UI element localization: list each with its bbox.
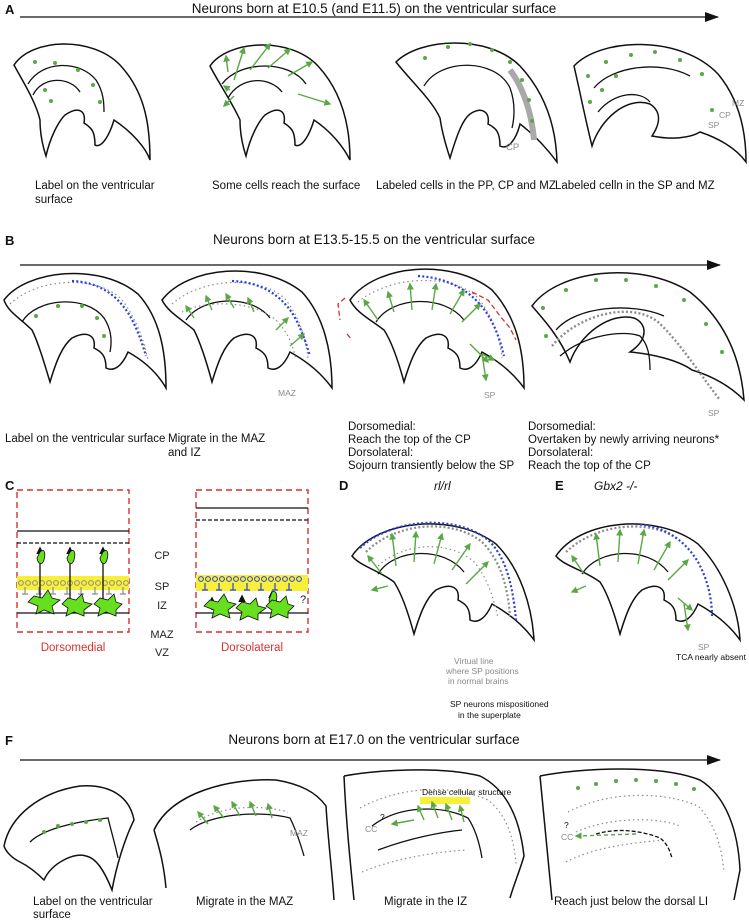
panel-a-title: Neurons born at E10.5 (and E11.5) on the ventricular surface: [191, 1, 557, 16]
caption-b3-l4: Sojourn transiently below the SP: [348, 460, 515, 472]
virtual-line-l1: Virtual line: [454, 656, 494, 666]
panel-d-title: rl/rl: [434, 479, 451, 493]
brain-a2: [210, 44, 350, 160]
caption-b2-l2: and IZ: [168, 447, 201, 459]
brain-f1: [4, 786, 134, 890]
panel-a-letter: A: [5, 2, 15, 17]
caption-f3: Migrate in the IZ: [384, 896, 468, 908]
label-f4-cc: CC: [561, 832, 574, 842]
panel-c: [5, 478, 308, 659]
label-f3-q: ?: [380, 812, 385, 822]
caption-b2-l1: Migrate in the MAZ: [168, 433, 266, 445]
brain-a3: [396, 42, 557, 162]
caption-f1-l2: surface: [33, 909, 71, 921]
panel-d-letter: D: [339, 478, 349, 493]
virtual-line-l2: where SP positions: [446, 666, 519, 676]
label-dorsomedial: Dorsomedial: [40, 642, 106, 654]
caption-a1-l2: surface: [35, 194, 73, 206]
brain-b4: [532, 273, 744, 400]
d-note-l1: SP neurons mispositioned: [450, 699, 549, 709]
caption-a3: Labeled cells in the PP, CP and MZ: [376, 180, 556, 192]
label-b4-sp: SP: [708, 408, 720, 418]
caption-a2: Some cells reach the surface: [212, 180, 361, 192]
caption-f1-l1: Label on the ventricular: [33, 896, 153, 908]
caption-a1-l1: Label on the ventricular: [35, 180, 155, 192]
layer-sp: SP: [154, 581, 170, 593]
panel-f: [4, 732, 740, 921]
caption-b4-l2: Overtaken by newly arriving neurons*: [528, 434, 720, 446]
label-f3-cc: CC: [365, 824, 378, 834]
caption-b1: Label on the ventricular surface: [5, 433, 166, 445]
caption-b3-l1: Dorsomedial:: [348, 421, 416, 433]
panel-c-letter: C: [5, 478, 15, 493]
caption-f2: Migrate in the MAZ: [196, 896, 294, 908]
label-b3-sp: SP: [484, 390, 496, 400]
label-b2-maz: MAZ: [278, 388, 296, 398]
caption-b4-l3: Dorsolateral:: [528, 447, 594, 459]
question-mark-c: ?: [300, 594, 307, 606]
panel-e-title: Gbx2 -/-: [594, 479, 638, 493]
brain-b1: [4, 273, 166, 388]
caption-a4: Labeled celln in the SP and MZ: [555, 180, 715, 192]
layer-vz: VZ: [154, 647, 170, 659]
sp-band-left: [17, 576, 129, 590]
label-a3-cp: CP: [506, 142, 520, 153]
brain-a1: [14, 44, 150, 160]
label-e-sp: SP: [698, 642, 710, 652]
panel-b-letter: B: [5, 233, 15, 248]
brain-b2: [162, 271, 332, 388]
label-f3-dense: Dense cellular structure: [422, 787, 512, 797]
layer-maz: MAZ: [150, 629, 174, 641]
e-note: TCA nearly absent: [676, 652, 746, 662]
caption-b3-l2: Reach the top of the CP: [348, 434, 471, 446]
brain-f2: [154, 780, 334, 900]
panel-b-title: Neurons born at E13.5-15.5 on the ventricular surface: [213, 232, 535, 247]
panel-f-letter: F: [5, 733, 13, 748]
d-note-l2: in the superplate: [458, 710, 521, 720]
label-f2-maz: MAZ: [290, 828, 308, 838]
layer-cp: CP: [154, 550, 170, 562]
label-dorsolateral: Dorsolateral: [221, 642, 283, 654]
label-a4-mz: MZ: [732, 98, 745, 108]
label-a4-cp: CP: [719, 110, 731, 120]
label-f4-q: ?: [564, 820, 569, 830]
label-a4-sp: SP: [708, 120, 720, 130]
dense-band: [420, 797, 470, 804]
layer-iz: IZ: [157, 600, 167, 612]
brain-a4: [574, 44, 746, 162]
panel-f-title: Neurons born at E17.0 on the ventricular surface: [228, 732, 520, 747]
caption-b4-l4: Reach the top of the CP: [528, 460, 651, 472]
caption-b4-l1: Dorsomedial:: [528, 421, 596, 433]
caption-b3-l3: Dorsolateral:: [348, 447, 414, 459]
panel-a: [5, 1, 746, 206]
virtual-line-l3: in normal brains: [448, 676, 509, 686]
brain-b3: [338, 269, 524, 388]
panel-e-letter: E: [555, 478, 564, 493]
panel-d: [339, 478, 549, 720]
caption-f4: Reach just below the dorsal LI: [554, 896, 709, 908]
panel-b: [4, 232, 744, 472]
panel-e: [555, 478, 747, 662]
